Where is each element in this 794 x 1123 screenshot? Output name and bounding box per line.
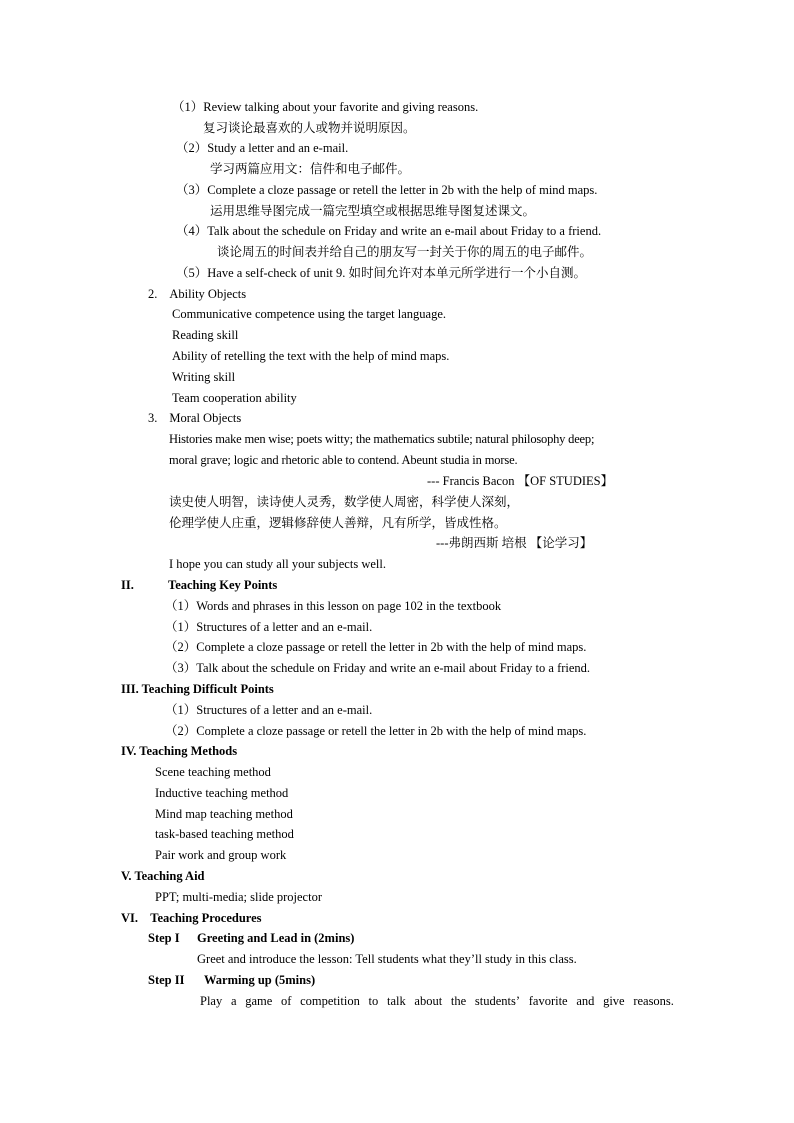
section-title: Moral Objects [169,411,242,425]
difficult-point-item: （2）Complete a cloze passage or retell the letter in 2b with the help of mind maps. [165,724,587,738]
section-number: 3. [148,411,158,425]
word: reasons. [633,994,674,1008]
word: Play [200,994,223,1008]
key-point-item: （2）Complete a cloze passage or retell the letter in 2b with the help of mind maps. [165,640,587,654]
ability-item: Team cooperation ability [172,391,297,405]
item-text-en: Complete a cloze passage or retell the letter in 2b with the help of mind maps. [207,183,598,197]
step-label: Step II [148,973,185,987]
section-number: 2. [148,287,158,301]
word: the [450,994,467,1008]
teaching-aid-heading: V. Teaching Aid [121,869,205,883]
item-text-zh: 谈论周五的时间表并给自己的朋友写一封关于你的周五的电子邮件。 [217,245,593,259]
key-point-item: （1）Words and phrases in this lesson on page 102 in the textbook [165,599,502,613]
method-item: task-based teaching method [155,827,294,841]
section-title: Teaching Key Points [168,578,278,592]
item-text-en: Review talking about your favorite and giving reasons. [203,100,479,114]
ability-item: Writing skill [172,370,236,384]
quote-attribution-en: --- Francis Bacon 【OF STUDIES】 [427,474,614,488]
quote-zh-line-1: 读史使人明智，读诗使人灵秀，数学使人周密，科学使人深刻， [169,495,520,509]
method-item: Scene teaching method [155,765,271,779]
word: to [368,994,379,1008]
section-number: II. [121,578,134,592]
item-number: （1） [172,100,204,114]
difficult-points-heading: III. Teaching Difficult Points [121,682,274,696]
method-item: Pair work and group work [155,848,287,862]
word: competition [300,994,360,1008]
quote-attribution-zh: ---弗朗西斯 培根 【论学习】 [436,536,593,550]
step-label: Step I [148,931,180,945]
item-text-en: Talk about the schedule on Friday and write an e-mail about Friday to a friend. [207,224,602,238]
item-text: Have a self-check of unit 9. 如时间允许对本单元所学进行一个小自测。 [207,266,587,280]
teaching-procedures-heading: VI. Teaching Procedures [121,911,262,925]
word: talk [386,994,406,1008]
quote-en-line-1: Histories make men wise; poets witty; the mathematics subtile; natural philosophy deep; [169,432,595,446]
word: students’ [474,994,521,1008]
step-title: Warming up (5mins) [204,973,316,987]
word: a [230,994,237,1008]
moral-objects-heading [148,410,241,426]
method-item: Mind map teaching method [155,807,293,821]
item-text-zh: 运用思维导图完成一篇完型填空或根据思维导图复述课文。 [210,204,536,218]
moral-closing: I hope you can study all your subjects well. [169,557,386,571]
ability-item: Communicative competence using the target language. [172,307,446,321]
step-2-heading [148,972,315,988]
key-point-item: （3）Talk about the schedule on Friday and write an e-mail about Friday to a friend. [165,661,591,675]
ability-item: Ability of retelling the text with the help of mind maps. [172,349,450,363]
word: and [576,994,595,1008]
difficult-point-item: （1）Structures of a letter and an e-mail. [165,703,373,717]
step-1-heading [148,930,354,946]
item-number: （3） [176,183,208,197]
item-number: （2） [176,141,208,155]
section-title: Ability Objects [169,287,247,301]
knowledge-item-5 [176,265,586,281]
item-number: （4） [176,224,208,238]
step-title: Greeting and Lead in (2mins) [197,931,355,945]
item-text-zh: 复习谈论最喜欢的人或物并说明原因。 [203,121,416,135]
teaching-aid-text: PPT; multi-media; slide projector [155,890,322,904]
step-2-text [200,993,674,1009]
quote-en-line-2: moral grave; logic and rhetoric able to contend. Abeunt studia in morse. [169,453,518,467]
word: about [414,994,443,1008]
word: give [603,994,625,1008]
item-text-zh: 学习两篇应用文：信件和电子邮件。 [210,162,411,176]
method-item: Inductive teaching method [155,786,289,800]
teaching-methods-heading: IV. Teaching Methods [121,744,238,758]
item-number: （5） [176,266,208,280]
word: game [245,994,273,1008]
quote-zh-line-2: 伦理学使人庄重，逻辑修辞使人善辩，凡有所学，皆成性格。 [169,516,507,530]
ability-objects-heading [148,286,246,302]
key-points-heading [121,577,277,593]
word: of [280,994,292,1008]
ability-item: Reading skill [172,328,239,342]
key-point-item: （1）Structures of a letter and an e-mail. [165,620,373,634]
item-text-en: Study a letter and an e-mail. [207,141,349,155]
step-1-text: Greet and introduce the lesson: Tell students what they’ll study in this class. [197,952,577,966]
word: favorite [528,994,568,1008]
